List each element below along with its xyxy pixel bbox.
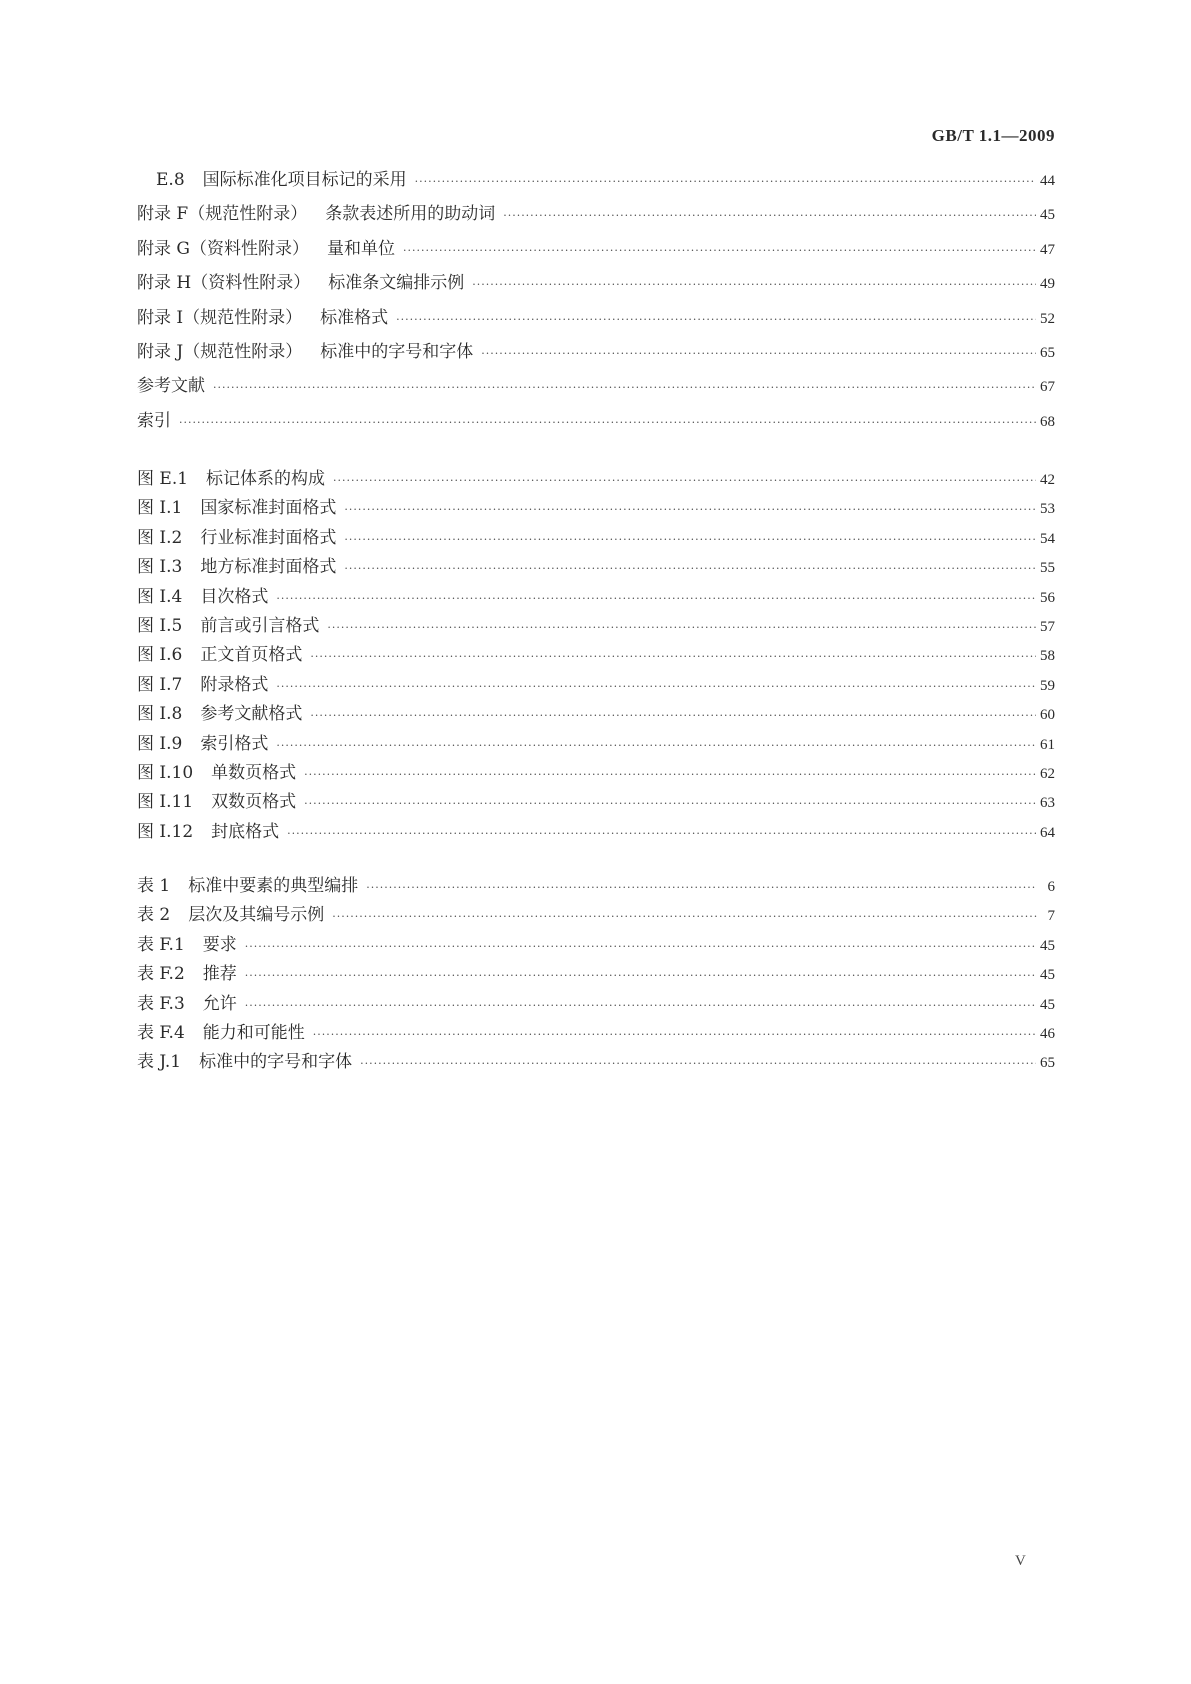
toc-entry[interactable]	[137, 1018, 1055, 1049]
toc-entry[interactable]	[137, 582, 1055, 613]
toc-entry-title: 量和单位	[326, 238, 395, 259]
toc-entry[interactable]	[137, 611, 1055, 642]
toc-dot-leader	[396, 313, 1036, 326]
toc-entry[interactable]	[137, 552, 1055, 583]
toc-entry-ref: 图 I.2	[137, 527, 183, 548]
toc-entry-title: 允许	[202, 993, 237, 1014]
toc-entry-page: 42	[1040, 472, 1055, 488]
toc-entry-page: 45	[1040, 996, 1055, 1013]
toc-entry-title: 正文首页格式	[200, 645, 303, 666]
toc-dot-leader	[332, 910, 1037, 923]
toc-dot-leader	[327, 621, 1036, 634]
toc-entry-title: 行业标准封面格式	[200, 527, 337, 548]
toc-entry-page: 63	[1040, 795, 1055, 812]
toc-entry-ref: 图 E.1	[137, 469, 189, 489]
toc-entry-page: 45	[1040, 937, 1055, 954]
toc-dot-leader	[213, 381, 1036, 394]
toc-entry[interactable]	[137, 959, 1055, 990]
toc-dot-leader	[415, 175, 1036, 188]
toc-entry-title: 地方标准封面格式	[200, 557, 337, 578]
toc-dot-leader	[344, 503, 1036, 516]
toc-entry-ref: 图 I.1	[137, 498, 183, 519]
toc-dot-leader	[366, 881, 1037, 894]
toc-entry-page: 6	[1047, 879, 1055, 895]
toc-entry-ref: 图 I.6	[137, 645, 183, 666]
toc-dot-leader	[276, 680, 1036, 693]
toc-entry-ref: 图 I.5	[137, 616, 183, 636]
toc-entry-page: 7	[1047, 908, 1055, 925]
toc-entry-ref: 附录 G（资料性附录）	[137, 238, 309, 259]
toc-entry[interactable]	[137, 371, 1055, 407]
toc-dot-leader	[179, 416, 1036, 429]
toc-entry-page: 45	[1040, 967, 1055, 984]
toc-entry-title: 标准中要素的典型编排	[188, 876, 359, 896]
toc-entry[interactable]	[137, 493, 1055, 524]
toc-entry-page: 58	[1040, 648, 1055, 665]
toc-entry-page: 54	[1040, 530, 1055, 547]
toc-entry-ref: 表 F.3	[137, 993, 185, 1014]
toc-entry-page: 65	[1040, 345, 1055, 361]
toc-entry-ref: 图 I.4	[137, 586, 183, 607]
toc-entry-title: 标准中的字号和字体	[199, 1052, 353, 1073]
toc-entry-ref: 附录 F（规范性附录）	[137, 204, 308, 225]
toc-entry-ref: 参考文献	[137, 376, 205, 397]
toc-entry-ref: 附录 J（规范性附录）	[137, 342, 303, 362]
toc-entry-ref: E.8	[156, 170, 185, 190]
toc-dot-leader	[245, 940, 1036, 953]
toc-entry-page: 62	[1040, 766, 1055, 782]
toc-entry-page: 53	[1040, 501, 1055, 518]
toc-entry-ref: 图 I.10	[137, 763, 194, 783]
toc-entry-title: 封底格式	[211, 821, 280, 842]
toc-entry-page: 68	[1040, 413, 1055, 430]
toc-entry-page: 61	[1040, 736, 1055, 753]
toc-entry[interactable]	[137, 729, 1055, 760]
toc-entry[interactable]	[137, 758, 1055, 789]
toc-dot-leader	[304, 797, 1036, 810]
toc-dot-leader	[310, 709, 1036, 722]
toc-entry[interactable]	[137, 199, 1055, 235]
toc-entry[interactable]	[137, 871, 1055, 902]
toc-entry[interactable]	[137, 930, 1055, 961]
toc-dot-leader	[313, 1028, 1036, 1041]
toc-entry[interactable]	[137, 406, 1055, 442]
toc-entry[interactable]	[137, 464, 1055, 495]
toc-entry-title: 层次及其编号示例	[188, 905, 325, 926]
toc-entry-title: 标记体系的构成	[206, 469, 326, 489]
toc-entry[interactable]	[137, 234, 1055, 270]
toc-entry[interactable]	[137, 303, 1055, 339]
toc-entry-page: 64	[1040, 824, 1055, 841]
toc-entry-ref: 索引	[137, 410, 171, 431]
toc-entry-page: 56	[1040, 589, 1055, 606]
toc-dot-leader	[344, 533, 1036, 546]
toc-entry-title: 双数页格式	[211, 792, 297, 813]
toc-entry-title: 标准格式	[320, 307, 389, 328]
toc-entry-title: 要求	[202, 934, 237, 955]
toc-entry[interactable]	[137, 337, 1055, 373]
toc-entry-title: 前言或引言格式	[200, 616, 320, 636]
toc-entry-ref: 图 I.3	[137, 557, 183, 578]
toc-dot-leader	[304, 768, 1036, 781]
toc-entry-title: 索引格式	[200, 733, 269, 754]
toc-entry-ref: 附录 H（资料性附录）	[137, 273, 311, 294]
toc-entry[interactable]	[137, 699, 1055, 730]
toc-dot-leader	[481, 347, 1036, 360]
toc-entry-title: 能力和可能性	[202, 1023, 305, 1043]
toc-entry[interactable]	[137, 670, 1055, 701]
toc-entry[interactable]	[137, 1047, 1055, 1078]
toc-entry-ref: 表 2	[137, 905, 171, 926]
toc-dot-leader	[503, 209, 1036, 222]
toc-entry-page: 55	[1040, 560, 1055, 577]
toc-entry-page: 46	[1040, 1026, 1055, 1042]
toc-entry-page: 65	[1040, 1055, 1055, 1072]
toc-dot-leader	[245, 969, 1036, 982]
toc-entry[interactable]	[137, 900, 1055, 931]
toc-entry-ref: 表 F.2	[137, 964, 185, 985]
toc-entry-ref: 图 I.8	[137, 704, 183, 725]
toc-entry[interactable]	[137, 640, 1055, 671]
toc-entry-title: 条款表述所用的助动词	[325, 204, 496, 225]
toc-entry[interactable]	[156, 165, 1055, 201]
toc-entry-ref: 表 F.1	[137, 934, 185, 955]
toc-dot-leader	[245, 999, 1036, 1012]
toc-entry-page: 52	[1040, 310, 1055, 327]
toc-entry[interactable]	[137, 989, 1055, 1020]
toc-dot-leader	[472, 278, 1036, 291]
toc-entry-ref: 图 I.12	[137, 821, 194, 842]
toc-entry-page: 59	[1040, 677, 1055, 694]
toc-dot-leader	[344, 562, 1036, 575]
toc-entry-ref: 图 I.11	[137, 792, 194, 813]
toc-entry-page: 49	[1040, 276, 1055, 293]
toc-entry-ref: 表 F.4	[137, 1023, 185, 1043]
toc-entry-ref: 表 J.1	[137, 1052, 182, 1073]
toc-entry[interactable]	[137, 268, 1055, 304]
toc-entry-title: 标准中的字号和字体	[320, 342, 474, 362]
toc-dot-leader	[310, 650, 1036, 663]
standard-code: GB/T 1.1—2009	[931, 126, 1055, 145]
toc-dot-leader	[276, 739, 1036, 752]
toc-entry[interactable]	[137, 787, 1055, 818]
toc-entry-title: 标准条文编排示例	[328, 273, 465, 294]
toc-entry-ref: 附录 I（规范性附录）	[137, 307, 303, 328]
toc-entry-page: 47	[1040, 241, 1055, 258]
toc-dot-leader	[360, 1057, 1036, 1070]
toc-entry[interactable]	[137, 523, 1055, 554]
toc-entry-page: 57	[1040, 619, 1055, 635]
toc-entry-page: 45	[1040, 207, 1055, 224]
toc-entry-title: 附录格式	[200, 674, 269, 695]
toc-dot-leader	[276, 592, 1036, 605]
toc-entry-page: 60	[1040, 707, 1055, 724]
toc-entry-title: 国家标准封面格式	[200, 498, 337, 519]
toc-entry-title: 推荐	[202, 964, 237, 985]
toc-entry-ref: 图 I.9	[137, 733, 183, 754]
toc-dot-leader	[403, 244, 1036, 257]
toc-entry[interactable]	[137, 817, 1055, 848]
toc-dot-leader	[333, 474, 1036, 487]
toc-entry-title: 国际标准化项目标记的采用	[202, 170, 407, 190]
toc-entry-title: 目次格式	[200, 586, 269, 607]
toc-entry-ref: 表 1	[137, 876, 171, 896]
toc-entry-title: 参考文献格式	[200, 704, 303, 725]
toc-dot-leader	[287, 827, 1036, 840]
toc-entry-title: 单数页格式	[211, 763, 297, 783]
toc-entry-ref: 图 I.7	[137, 674, 183, 695]
toc-entry-page: 67	[1040, 379, 1055, 396]
page-number: V	[1015, 1553, 1026, 1569]
toc-entry-page: 44	[1040, 173, 1055, 189]
